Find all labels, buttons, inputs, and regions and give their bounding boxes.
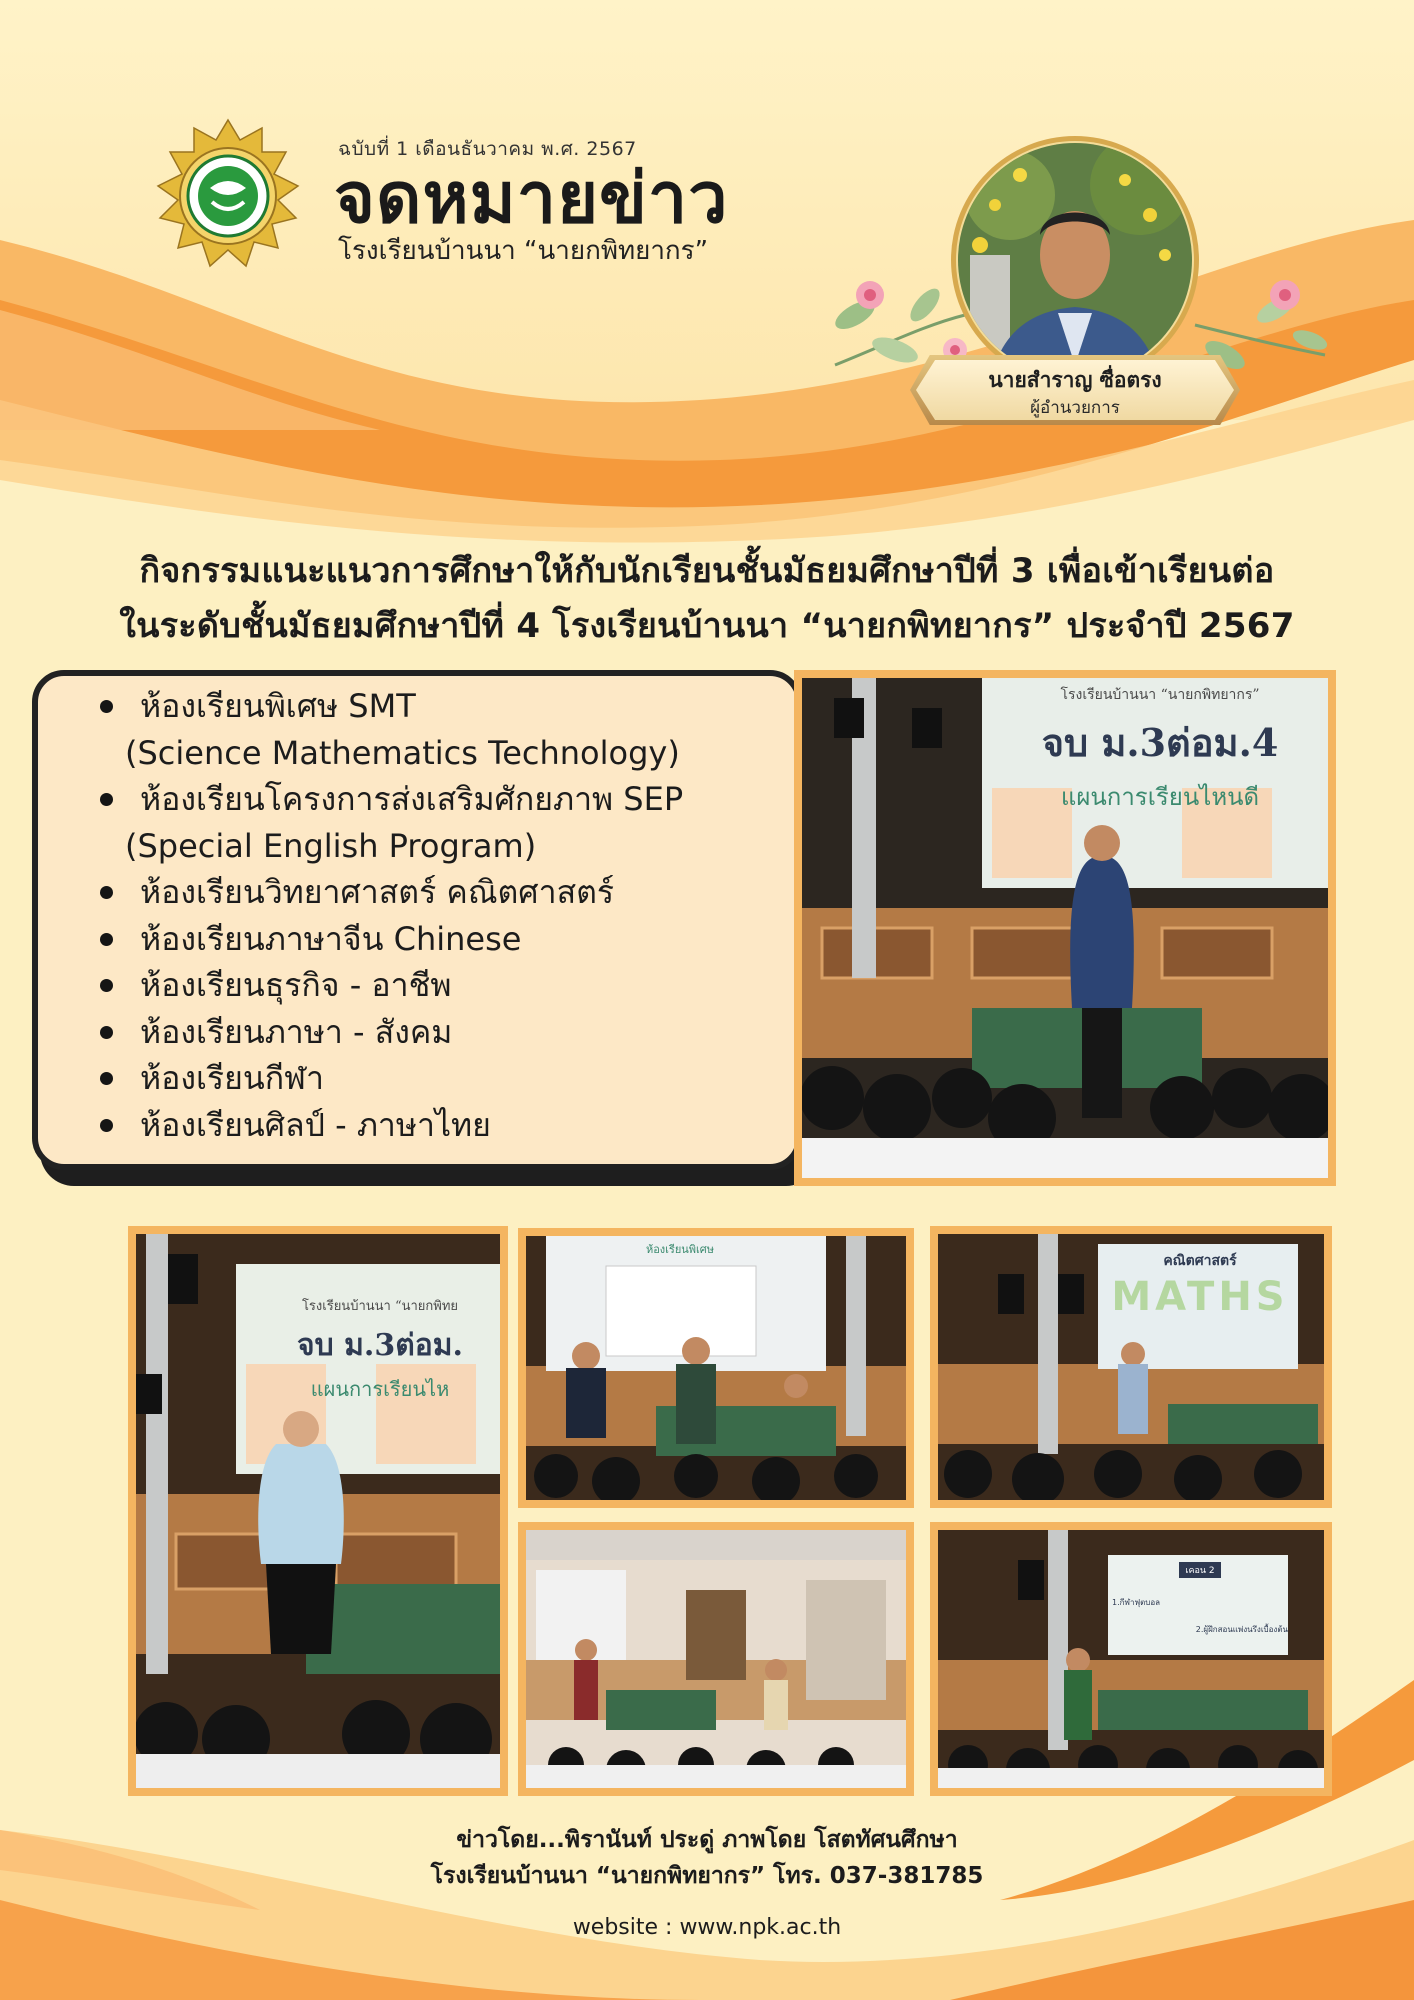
course-label: ห้องเรียนพิเศษ SMT	[140, 687, 416, 725]
course-label: ห้องเรียนวิทยาศาสตร์ คณิตศาสตร์	[140, 873, 615, 911]
contact-line: โรงเรียนบ้านนา “นายกพิทยากร” โทร. 037-381785	[430, 1863, 984, 1889]
course-label: ห้องเรียนกีฬา	[140, 1059, 324, 1097]
course-label: ห้องเรียนโครงการส่งเสริมศักยภาพ SEP	[140, 780, 684, 818]
list-item	[96, 916, 683, 963]
list-item	[96, 869, 683, 916]
director-name: นายสำราญ ซื่อตรง	[988, 368, 1162, 392]
course-sublabel: (Special English Program)	[125, 826, 537, 865]
bullet-icon	[100, 979, 113, 992]
newsletter-title: จดหมายข่าว	[334, 157, 729, 239]
list-item	[96, 1009, 683, 1056]
list-item	[96, 776, 683, 869]
school-name: โรงเรียนบ้านนา “นายกพิทยากร”	[338, 236, 709, 266]
screen-text-left: โรงเรียนบ้านนา “นายกพิทย จบ ม.3ต่อม. แผนการเรียนไห	[297, 1299, 463, 1401]
bullet-icon	[100, 1026, 113, 1039]
bullet-icon	[100, 1119, 113, 1132]
school-logo	[148, 118, 308, 278]
bullet-icon	[100, 793, 113, 806]
director-role: ผู้อำนวยการ	[1030, 398, 1120, 418]
director-portrait	[950, 135, 1200, 385]
issue-label: ฉบับที่ 1 เดือนธันวาคม พ.ศ. 2567	[338, 138, 637, 160]
course-label: ห้องเรียนภาษาจีน Chinese	[140, 919, 522, 958]
list-item	[96, 962, 683, 1009]
news-credit: ข่าวโดย...พิรานันท์ ประดู่ ภาพโดย โสตทัศนศึกษา	[456, 1827, 958, 1853]
screen-text-top-mid: ห้องเรียนพิเศษ	[645, 1243, 715, 1256]
bullet-icon	[100, 933, 113, 946]
screen-text-bottom-right: เคอน 2 1.กีฬาฟุตบอล 2.ผู้ฝึกสอนแพ่งนรึงเบื้องต้น	[1112, 1558, 1288, 1636]
list-item	[96, 1055, 683, 1102]
screen-text-main: โรงเรียนบ้านนา “นายกพิทยากร” จบ ม.3ต่อม.4 แผนการเรียนไหนดี	[1041, 687, 1279, 811]
headline-line-2: ในระดับชั้นมัธยมศึกษาปีที่ 4 โรงเรียนบ้านนา “นายกพิทยากร” ประจำปี 2567	[119, 606, 1295, 646]
photo-hall-speakers	[518, 1522, 914, 1796]
list-item	[96, 1102, 683, 1149]
bullet-icon	[100, 1072, 113, 1085]
course-label: ห้องเรียนธุรกิจ - อาชีพ	[140, 966, 452, 1004]
headline-line-1: กิจกรรมแนะแนวการศึกษาให้กับนักเรียนชั้นมัธยมศึกษาปีที่ 3 เพื่อเข้าเรียนต่อ	[139, 551, 1275, 591]
website-link[interactable]: website : www.npk.ac.th	[572, 1915, 842, 1940]
photo-panel-speakers	[518, 1228, 914, 1508]
bullet-icon	[100, 700, 113, 713]
course-sublabel: (Science Mathematics Technology)	[125, 733, 680, 772]
screen-text-top-right: คณิตศาสตร์ MATHS	[1111, 1253, 1289, 1320]
course-label: ห้องเรียนภาษา - สังคม	[140, 1012, 453, 1051]
list-item	[96, 683, 683, 776]
course-list	[96, 683, 683, 1148]
course-label: ห้องเรียนศิลป์ - ภาษาไทย	[140, 1105, 491, 1144]
bullet-icon	[100, 886, 113, 899]
